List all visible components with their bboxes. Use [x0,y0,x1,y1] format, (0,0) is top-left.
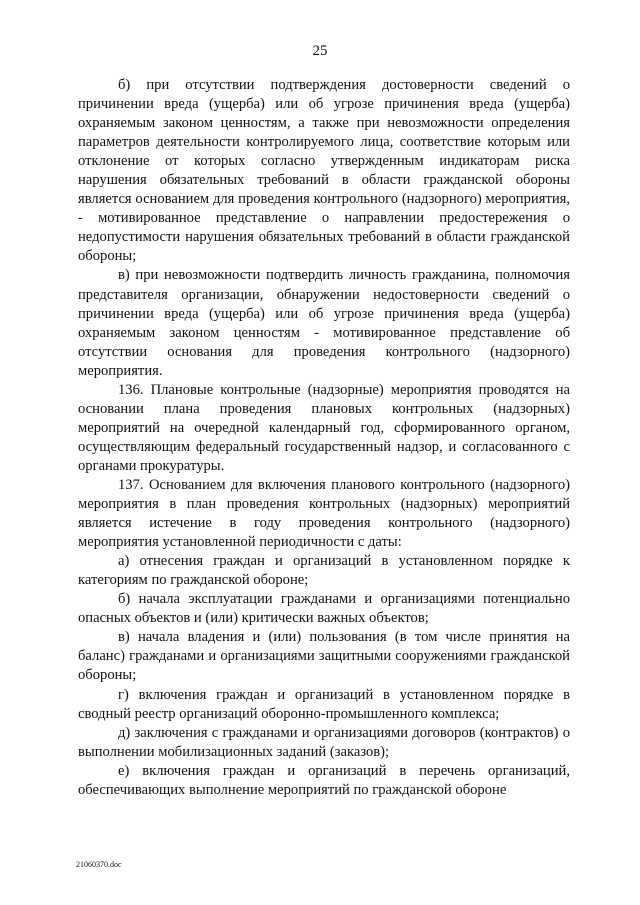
list-item-g: г) включения граждан и организаций в установленном порядке в сводный реестр организаций оборонно-промышленного комплекса; [78,686,574,722]
page-number: 25 [312,43,328,59]
paragraph-136: 136. Плановые контрольные (надзорные) мероприятия проводятся на основании плана проведения плановых контрольных (надзорных) мероприятий на очередной календарный год, сформированного органом, осуществляющим федеральный государственный надзор, и согласованного с органами прокуратуры. [78,381,574,474]
file-name-footer: 21060370.doc [76,860,122,869]
paragraph-item-v: в) при невозможности подтвердить личность гражданина, полномочия представителя организации, обнаружении недостоверности сведений о причинении вреда (ущерба) или об угрозе причинения вреда (ущерба) охраняемым законом ценностям - мотивированное представление об отсутствии основания для проведения контрольного (надзорного) мероприятия. [78,267,574,379]
list-item-v: в) начала владения и (или) пользования (в том числе принятия на баланс) гражданами и организациями защитными сооружениями гражданской обороны; [78,629,574,684]
paragraph-item-b: б) при отсутствии подтверждения достоверности сведений о причинении вреда (ущерба) или об угрозе причинения вреда (ущерба) охраняемым законом ценностям, а также при невозможности определения параметров деятельности контролируемого лица, соответствие которым или отклонение от которых согласно утвержденным индикаторам риска нарушения обязательных требований в области гражданской обороны является основанием для проведения контрольного (надзорного) мероприятия, - мотивированное представление о направлении предостережения о недопустимости нарушения обязательных требований в области гражданской обороны; [78,77,574,265]
document-body [78,76,574,800]
list-item-b: б) начала эксплуатации гражданами и организациями потенциально опасных объектов и (или) критически важных объектов; [78,591,574,627]
list-item-e: е) включения граждан и организаций в перечень организаций, обеспечивающих выполнение мероприятий по гражданской обороне [78,762,574,798]
list-item-d: д) заключения с гражданами и организациями договоров (контрактов) о выполнении мобилизационных заданий (заказов); [78,724,574,760]
paragraph-137: 137. Основанием для включения планового контрольного (надзорного) мероприятия в план проведения контрольных (надзорных) мероприятий является истечение в году проведения контрольного (надзорного) мероприятия установленной периодичности с даты: [78,476,574,551]
list-item-a: а) отнесения граждан и организаций в установленном порядке к категориям по гражданской обороне; [78,553,574,589]
